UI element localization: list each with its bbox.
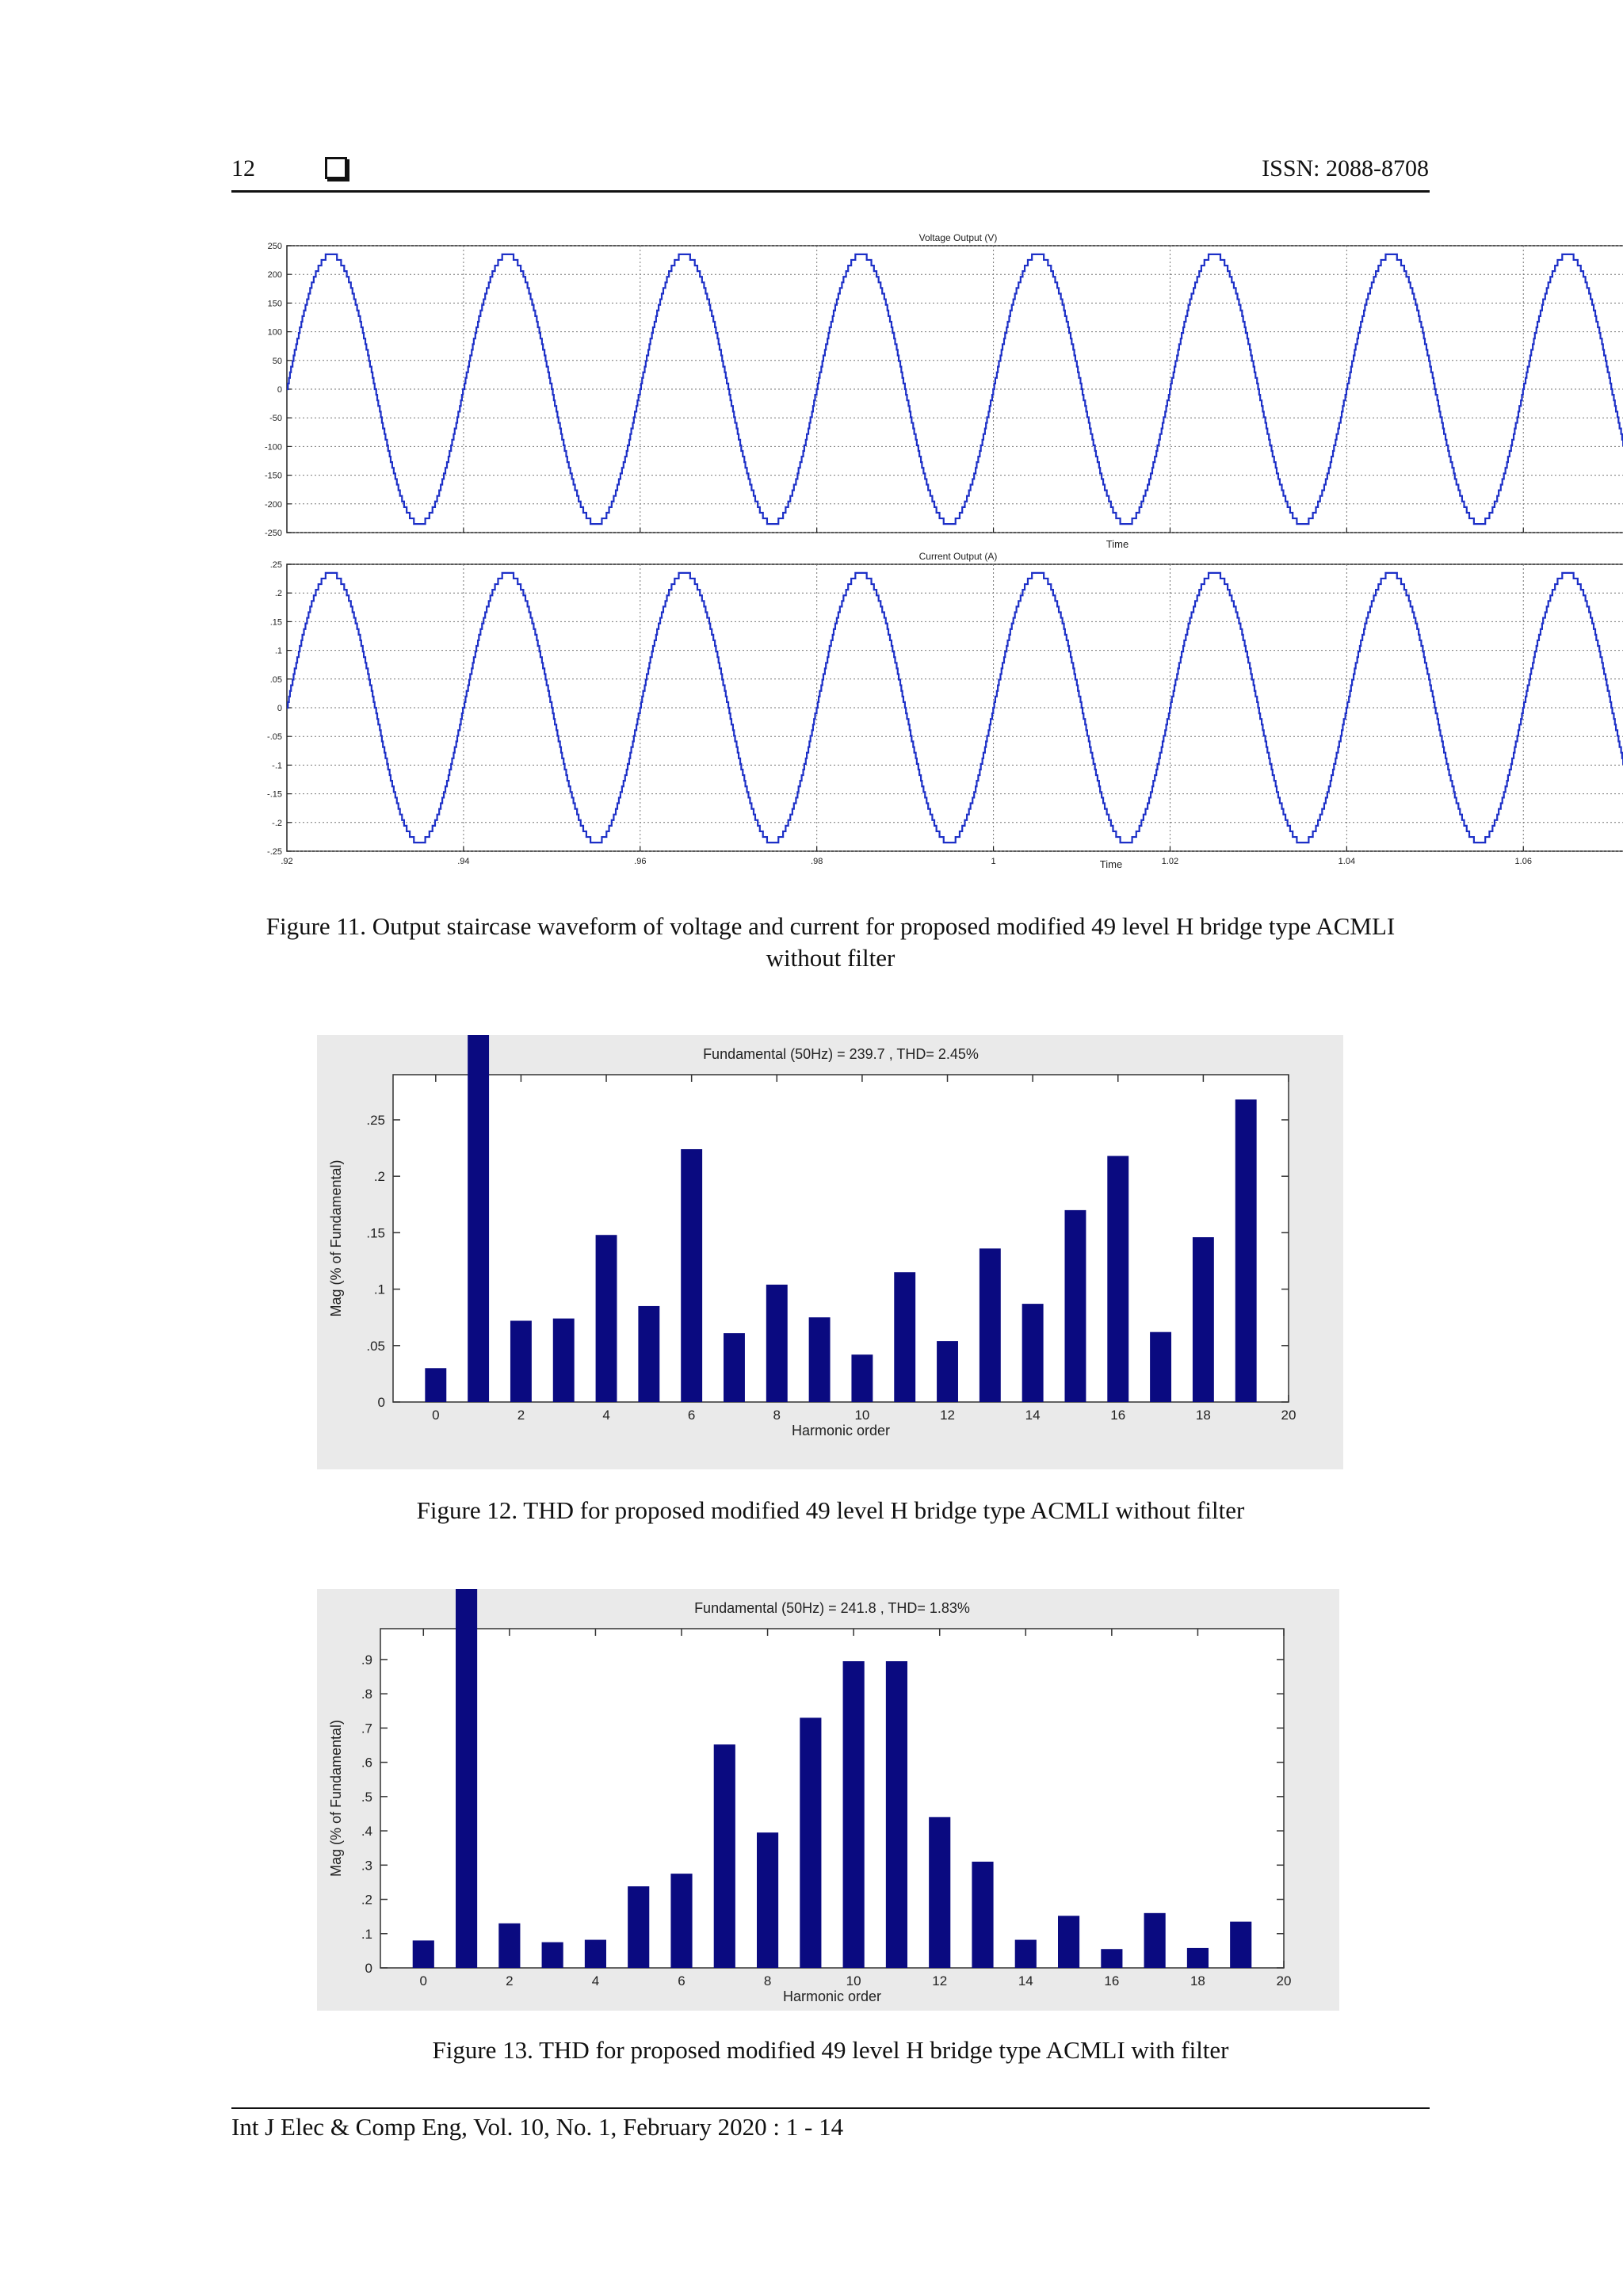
figure-12-thd-chart (317, 1035, 1343, 1469)
bar (1187, 1948, 1209, 1968)
y-tick-label: 50 (272, 356, 282, 366)
bar (585, 1940, 606, 1968)
figure-12-caption: Figure 12. THD for proposed modified 49 level H bridge type ACMLI without filter (416, 1496, 1245, 1524)
x-tick-label: .96 (634, 857, 647, 866)
bar (724, 1333, 745, 1402)
bar (714, 1744, 735, 1968)
x-tick-label: 4 (602, 1408, 610, 1423)
bar (1058, 1916, 1079, 1968)
checkbox-icon (325, 157, 347, 179)
bar (1022, 1304, 1044, 1402)
bar (468, 1035, 489, 1402)
x-tick-label: 1.04 (1338, 857, 1356, 866)
x-tick-label: 4 (591, 1973, 600, 1988)
thd-with-filter-chart (328, 1589, 1291, 2004)
figure-11-caption: Figure 11. Output staircase waveform of voltage and current for proposed modified 49 level H bridge type ACMLI without filter (265, 912, 1396, 972)
y-tick-label: .25 (366, 1112, 385, 1128)
bar (553, 1319, 575, 1402)
y-tick-label: .5 (361, 1789, 372, 1805)
x-tick-label: 14 (1018, 1973, 1033, 1988)
bar (1150, 1332, 1171, 1402)
x-axis-label: Harmonic order (782, 1988, 882, 2004)
bar (1015, 1940, 1037, 1968)
x-tick-label: 14 (1025, 1408, 1041, 1423)
bar (498, 1924, 520, 1968)
bar (1101, 1949, 1122, 1968)
bar (937, 1341, 958, 1402)
x-tick-label: 1 (991, 857, 996, 866)
bar (766, 1285, 788, 1402)
bar (809, 1317, 831, 1402)
current-chart (267, 551, 1623, 870)
y-tick-label: -.15 (267, 789, 282, 800)
x-tick-label: 1.02 (1161, 857, 1179, 866)
y-tick-label: -250 (264, 529, 282, 538)
bar (886, 1661, 907, 1968)
bar (425, 1368, 446, 1402)
bar (638, 1306, 659, 1402)
y-tick-label: -.2 (272, 818, 282, 828)
x-tick-label: 18 (1190, 1973, 1205, 1988)
x-axis-label: Time (1099, 858, 1123, 870)
chart-title: Voltage Output (V) (918, 232, 998, 243)
bar (1107, 1156, 1128, 1402)
x-tick-label: 12 (932, 1973, 948, 1988)
y-tick-label: .4 (361, 1824, 372, 1839)
footer-citation: Int J Elec & Comp Eng, Vol. 10, No. 1, February 2020 : 1 - 14 (231, 2113, 844, 2141)
y-tick-label: .1 (361, 1926, 372, 1942)
y-tick-label: 200 (267, 270, 282, 281)
y-tick-label: .2 (274, 589, 282, 599)
figure-13-thd-chart (317, 1589, 1339, 2011)
y-tick-label: .2 (361, 1892, 372, 1908)
y-tick-label: .2 (373, 1169, 385, 1185)
y-tick-label: .25 (269, 560, 282, 570)
y-tick-label: 0 (377, 1395, 385, 1410)
figure-11-waveforms (238, 222, 1532, 880)
y-tick-label: 250 (267, 242, 282, 251)
y-axis-label: Mag (% of Fundamental) (328, 1159, 344, 1317)
figure-13-caption: Figure 13. THD for proposed modified 49 level H bridge type ACMLI with filter (432, 2036, 1229, 2064)
x-tick-label: 12 (940, 1408, 955, 1423)
x-tick-label: .92 (281, 857, 293, 866)
y-axis-label: Mag (% of Fundamental) (328, 1719, 344, 1878)
chart-title: Current Output (A) (918, 551, 998, 562)
y-tick-label: .05 (366, 1338, 385, 1354)
bar (757, 1832, 778, 1968)
y-tick-label: .15 (366, 1225, 385, 1241)
y-tick-label: .1 (373, 1282, 385, 1297)
bar (894, 1272, 915, 1402)
x-tick-label: 16 (1104, 1973, 1120, 1988)
x-tick-label: .94 (457, 857, 470, 866)
page-number: 12 (231, 155, 255, 181)
y-tick-label: .9 (361, 1652, 372, 1668)
x-tick-label: 2 (517, 1408, 525, 1423)
bar (851, 1354, 873, 1402)
bar (456, 1589, 477, 1968)
y-tick-label: .1 (274, 646, 282, 656)
y-tick-label: 0 (277, 704, 282, 713)
y-tick-label: 0 (365, 1961, 372, 1976)
chart-title: Fundamental (50Hz) = 241.8 , THD= 1.83% (694, 1600, 970, 1616)
y-tick-label: 0 (277, 385, 282, 395)
y-tick-label: -150 (264, 471, 282, 481)
y-tick-label: .8 (361, 1687, 372, 1702)
y-tick-label: -.25 (267, 847, 282, 857)
chart-title: Fundamental (50Hz) = 239.7 , THD= 2.45% (703, 1046, 979, 1062)
y-tick-label: -.1 (272, 761, 282, 771)
x-tick-label: 2 (506, 1973, 514, 1988)
y-tick-label: -50 (269, 414, 282, 424)
x-tick-label: .98 (811, 857, 823, 866)
y-tick-label: .7 (361, 1721, 372, 1736)
y-tick-label: -100 (264, 442, 282, 453)
x-tick-label: 10 (854, 1408, 870, 1423)
y-tick-label: .05 (269, 674, 282, 685)
x-axis-label: Harmonic order (791, 1423, 891, 1438)
y-tick-label: .3 (361, 1858, 372, 1874)
x-tick-label: 18 (1195, 1408, 1211, 1423)
y-tick-label: .15 (269, 617, 282, 628)
x-tick-label: 8 (763, 1973, 772, 1988)
x-tick-label: 1.06 (1514, 857, 1532, 866)
voltage-chart (265, 232, 1623, 550)
y-tick-label: 150 (267, 299, 282, 309)
x-axis-label: Time (1106, 538, 1129, 550)
bar (972, 1862, 993, 1968)
x-tick-label: 20 (1276, 1973, 1292, 1988)
journal-issn: ISSN: 2088-8708 (1262, 155, 1429, 181)
bar (929, 1817, 950, 1968)
thd-without-filter-chart (328, 1035, 1296, 1438)
x-tick-label: 0 (432, 1408, 440, 1423)
x-tick-label: 0 (419, 1973, 428, 1988)
bar (1235, 1099, 1257, 1402)
bar (843, 1661, 865, 1968)
x-tick-label: 6 (687, 1408, 696, 1423)
x-tick-label: 20 (1281, 1408, 1296, 1423)
y-tick-label: -200 (264, 499, 282, 510)
bar (800, 1717, 821, 1968)
header-rule (231, 190, 1430, 193)
footer-rule (231, 2107, 1430, 2109)
bar (596, 1235, 617, 1402)
x-tick-label: 16 (1110, 1408, 1126, 1423)
bar (628, 1886, 649, 1968)
y-tick-label: -.05 (267, 732, 282, 743)
bar (510, 1320, 532, 1402)
bar (670, 1874, 692, 1968)
x-tick-label: 8 (773, 1408, 781, 1423)
bar (1144, 1913, 1166, 1968)
y-tick-label: .6 (361, 1755, 372, 1771)
bar (980, 1248, 1001, 1402)
bar (542, 1943, 563, 1968)
bar (681, 1149, 702, 1402)
bar (1065, 1210, 1086, 1402)
y-tick-label: 100 (267, 327, 282, 338)
bar (1193, 1237, 1214, 1402)
bar (1230, 1922, 1251, 1968)
x-tick-label: 10 (846, 1973, 861, 1988)
bar (413, 1940, 434, 1968)
x-tick-label: 6 (678, 1973, 685, 1988)
